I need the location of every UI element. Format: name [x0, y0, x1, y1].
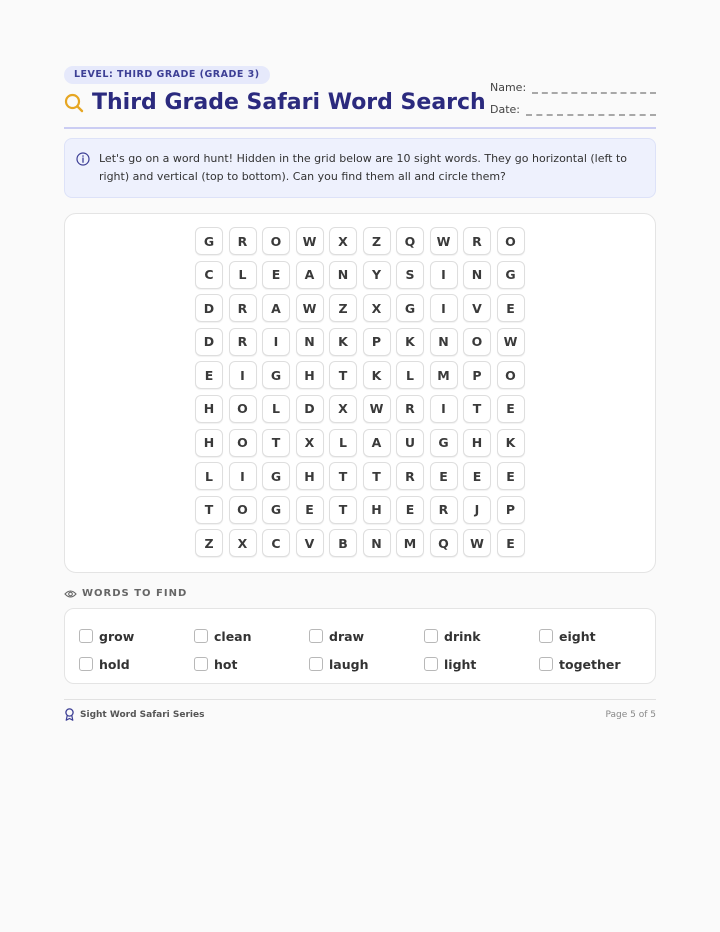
grid-cell[interactable]: L — [262, 395, 290, 423]
grid-cell[interactable]: N — [463, 261, 491, 289]
grid-cell[interactable]: O — [497, 361, 525, 389]
grid-cell[interactable]: H — [463, 429, 491, 457]
word-checkbox[interactable] — [539, 657, 553, 671]
ribbon-icon — [64, 708, 75, 721]
word-label: light — [444, 656, 477, 672]
word-item[interactable] — [424, 622, 539, 650]
words-heading-text: WORDS TO FIND — [82, 588, 188, 599]
word-item[interactable] — [424, 650, 539, 678]
grid-cell[interactable]: H — [195, 429, 223, 457]
word-label: hot — [214, 656, 238, 672]
grid-cell[interactable]: N — [329, 261, 357, 289]
word-checkbox[interactable] — [539, 629, 553, 643]
name-field[interactable] — [490, 72, 656, 94]
name-line[interactable] — [532, 82, 656, 94]
word-checkbox[interactable] — [194, 629, 208, 643]
series-label: Sight Word Safari Series — [80, 709, 205, 720]
grid-cell[interactable]: E — [463, 462, 491, 490]
grid-cell[interactable]: G — [430, 429, 458, 457]
word-item[interactable] — [539, 622, 654, 650]
grid-cell[interactable]: P — [463, 361, 491, 389]
word-label: clean — [214, 628, 252, 644]
grid-cell[interactable]: E — [497, 294, 525, 322]
grid-cell[interactable]: O — [497, 227, 525, 255]
grid-cell[interactable]: H — [363, 496, 391, 524]
grid-cell[interactable]: K — [497, 429, 525, 457]
grid-cell[interactable]: R — [396, 395, 424, 423]
grid-cell[interactable]: I — [430, 395, 458, 423]
name-label: Name: — [490, 81, 527, 94]
grid-cell[interactable]: Q — [430, 529, 458, 557]
grid-cell[interactable]: N — [430, 328, 458, 356]
grid-cell[interactable]: M — [430, 361, 458, 389]
info-icon — [76, 152, 90, 166]
word-checkbox[interactable] — [79, 657, 93, 671]
grid-cell[interactable]: X — [229, 529, 257, 557]
grid-cell[interactable]: E — [497, 462, 525, 490]
grid-cell[interactable]: W — [296, 227, 324, 255]
grid-cell[interactable]: G — [262, 496, 290, 524]
footer-divider — [64, 699, 656, 700]
grid-cell[interactable]: R — [229, 227, 257, 255]
grid-cell[interactable]: D — [195, 294, 223, 322]
grid-cell[interactable]: E — [430, 462, 458, 490]
grid-cell[interactable]: I — [262, 328, 290, 356]
grid-cell[interactable]: T — [463, 395, 491, 423]
grid-cell[interactable]: R — [229, 328, 257, 356]
grid-cell[interactable]: P — [497, 496, 525, 524]
grid-cell[interactable]: M — [396, 529, 424, 557]
grid-cell[interactable]: I — [229, 361, 257, 389]
title-row — [64, 90, 486, 115]
grid-cell[interactable]: T — [329, 462, 357, 490]
grid-cell[interactable]: I — [430, 261, 458, 289]
word-search-card — [64, 213, 656, 573]
grid-cell[interactable]: I — [229, 462, 257, 490]
grid-cell[interactable]: C — [195, 261, 223, 289]
grid-cell[interactable]: X — [296, 429, 324, 457]
instructions-box — [64, 138, 656, 198]
grid-cell[interactable]: E — [497, 529, 525, 557]
grid-cell[interactable]: H — [296, 462, 324, 490]
grid-cell[interactable]: W — [463, 529, 491, 557]
footer-series — [64, 708, 204, 721]
grid-cell[interactable]: A — [363, 429, 391, 457]
grid-cell[interactable]: A — [262, 294, 290, 322]
grid-cell[interactable]: C — [262, 529, 290, 557]
word-label: draw — [329, 628, 365, 644]
footer — [64, 708, 656, 721]
grid-cell[interactable]: D — [296, 395, 324, 423]
word-list — [79, 622, 655, 678]
grid-cell[interactable]: R — [463, 227, 491, 255]
grid-cell[interactable]: K — [363, 361, 391, 389]
word-item[interactable] — [309, 622, 424, 650]
grid-cell[interactable]: L — [396, 361, 424, 389]
word-label: laugh — [329, 656, 369, 672]
level-badge: LEVEL: THIRD GRADE (GRADE 3) — [64, 66, 270, 84]
grid-cell[interactable]: R — [396, 462, 424, 490]
eye-icon — [64, 589, 77, 599]
page-title: Third Grade Safari Word Search — [92, 90, 486, 115]
grid-cell[interactable]: O — [262, 227, 290, 255]
grid-cell[interactable]: T — [329, 361, 357, 389]
word-label: drink — [444, 628, 481, 644]
grid-cell[interactable]: O — [229, 429, 257, 457]
letter-grid — [195, 227, 525, 557]
grid-cell[interactable]: K — [329, 328, 357, 356]
word-checkbox[interactable] — [79, 629, 93, 643]
grid-cell[interactable]: E — [195, 361, 223, 389]
word-item[interactable] — [539, 650, 654, 678]
word-label: together — [559, 656, 621, 672]
word-label: hold — [99, 656, 130, 672]
word-label: eight — [559, 628, 596, 644]
grid-cell[interactable]: U — [396, 429, 424, 457]
grid-cell[interactable]: Z — [329, 294, 357, 322]
word-checkbox[interactable] — [424, 657, 438, 671]
grid-cell[interactable]: I — [430, 294, 458, 322]
grid-cell[interactable]: G — [195, 227, 223, 255]
date-field[interactable] — [490, 94, 656, 116]
grid-cell[interactable]: L — [329, 429, 357, 457]
grid-cell[interactable]: W — [296, 294, 324, 322]
grid-cell[interactable]: R — [229, 294, 257, 322]
search-icon — [64, 93, 84, 113]
grid-cell[interactable]: X — [363, 294, 391, 322]
grid-cell[interactable]: B — [329, 529, 357, 557]
grid-cell[interactable]: N — [296, 328, 324, 356]
grid-cell[interactable]: N — [363, 529, 391, 557]
grid-cell[interactable]: S — [396, 261, 424, 289]
grid-cell[interactable]: T — [329, 496, 357, 524]
grid-cell[interactable]: Q — [396, 227, 424, 255]
word-checkbox[interactable] — [309, 657, 323, 671]
name-date-fields — [490, 72, 656, 116]
grid-cell[interactable]: X — [329, 395, 357, 423]
page-number: Page 5 of 5 — [605, 709, 656, 720]
grid-cell[interactable]: O — [229, 496, 257, 524]
grid-cell[interactable]: E — [497, 395, 525, 423]
grid-cell[interactable]: A — [296, 261, 324, 289]
word-item[interactable] — [309, 650, 424, 678]
worksheet-header — [64, 66, 656, 128]
grid-cell[interactable]: J — [463, 496, 491, 524]
grid-cell[interactable]: L — [229, 261, 257, 289]
grid-cell[interactable]: H — [296, 361, 324, 389]
word-checkbox[interactable] — [194, 657, 208, 671]
header-divider — [64, 127, 656, 129]
grid-cell[interactable]: P — [363, 328, 391, 356]
grid-cell[interactable]: K — [396, 328, 424, 356]
word-item[interactable] — [194, 622, 309, 650]
grid-cell[interactable]: T — [195, 496, 223, 524]
grid-cell[interactable]: G — [497, 261, 525, 289]
word-item[interactable] — [79, 650, 194, 678]
grid-cell[interactable]: E — [396, 496, 424, 524]
grid-cell[interactable]: Y — [363, 261, 391, 289]
word-item[interactable] — [194, 650, 309, 678]
grid-cell[interactable]: E — [296, 496, 324, 524]
grid-cell[interactable]: O — [463, 328, 491, 356]
grid-cell[interactable]: L — [195, 462, 223, 490]
worksheet-page — [64, 66, 656, 721]
grid-cell[interactable]: G — [396, 294, 424, 322]
grid-cell[interactable]: V — [463, 294, 491, 322]
grid-cell[interactable]: G — [262, 361, 290, 389]
word-checkbox[interactable] — [424, 629, 438, 643]
grid-cell[interactable]: O — [229, 395, 257, 423]
instructions-text: Let's go on a word hunt! Hidden in the grid below are 10 sight words. They go horizontal (left to right) and vertical (top to bottom). Can you find them all and circle them? — [99, 152, 628, 183]
grid-cell[interactable]: Z — [195, 529, 223, 557]
grid-cell[interactable]: E — [262, 261, 290, 289]
grid-cell[interactable]: W — [497, 328, 525, 356]
grid-cell[interactable]: T — [363, 462, 391, 490]
grid-cell[interactable]: X — [329, 227, 357, 255]
word-item[interactable] — [79, 622, 194, 650]
grid-cell[interactable]: R — [430, 496, 458, 524]
word-label: grow — [99, 628, 135, 644]
grid-cell[interactable]: T — [262, 429, 290, 457]
word-checkbox[interactable] — [309, 629, 323, 643]
grid-cell[interactable]: H — [195, 395, 223, 423]
grid-cell[interactable]: W — [363, 395, 391, 423]
date-line[interactable] — [526, 104, 656, 116]
grid-cell[interactable]: V — [296, 529, 324, 557]
grid-cell[interactable]: G — [262, 462, 290, 490]
word-list-card — [64, 608, 656, 684]
words-heading — [64, 588, 656, 599]
grid-cell[interactable]: D — [195, 328, 223, 356]
date-label: Date: — [490, 103, 520, 116]
grid-cell[interactable]: Z — [363, 227, 391, 255]
grid-cell[interactable]: W — [430, 227, 458, 255]
